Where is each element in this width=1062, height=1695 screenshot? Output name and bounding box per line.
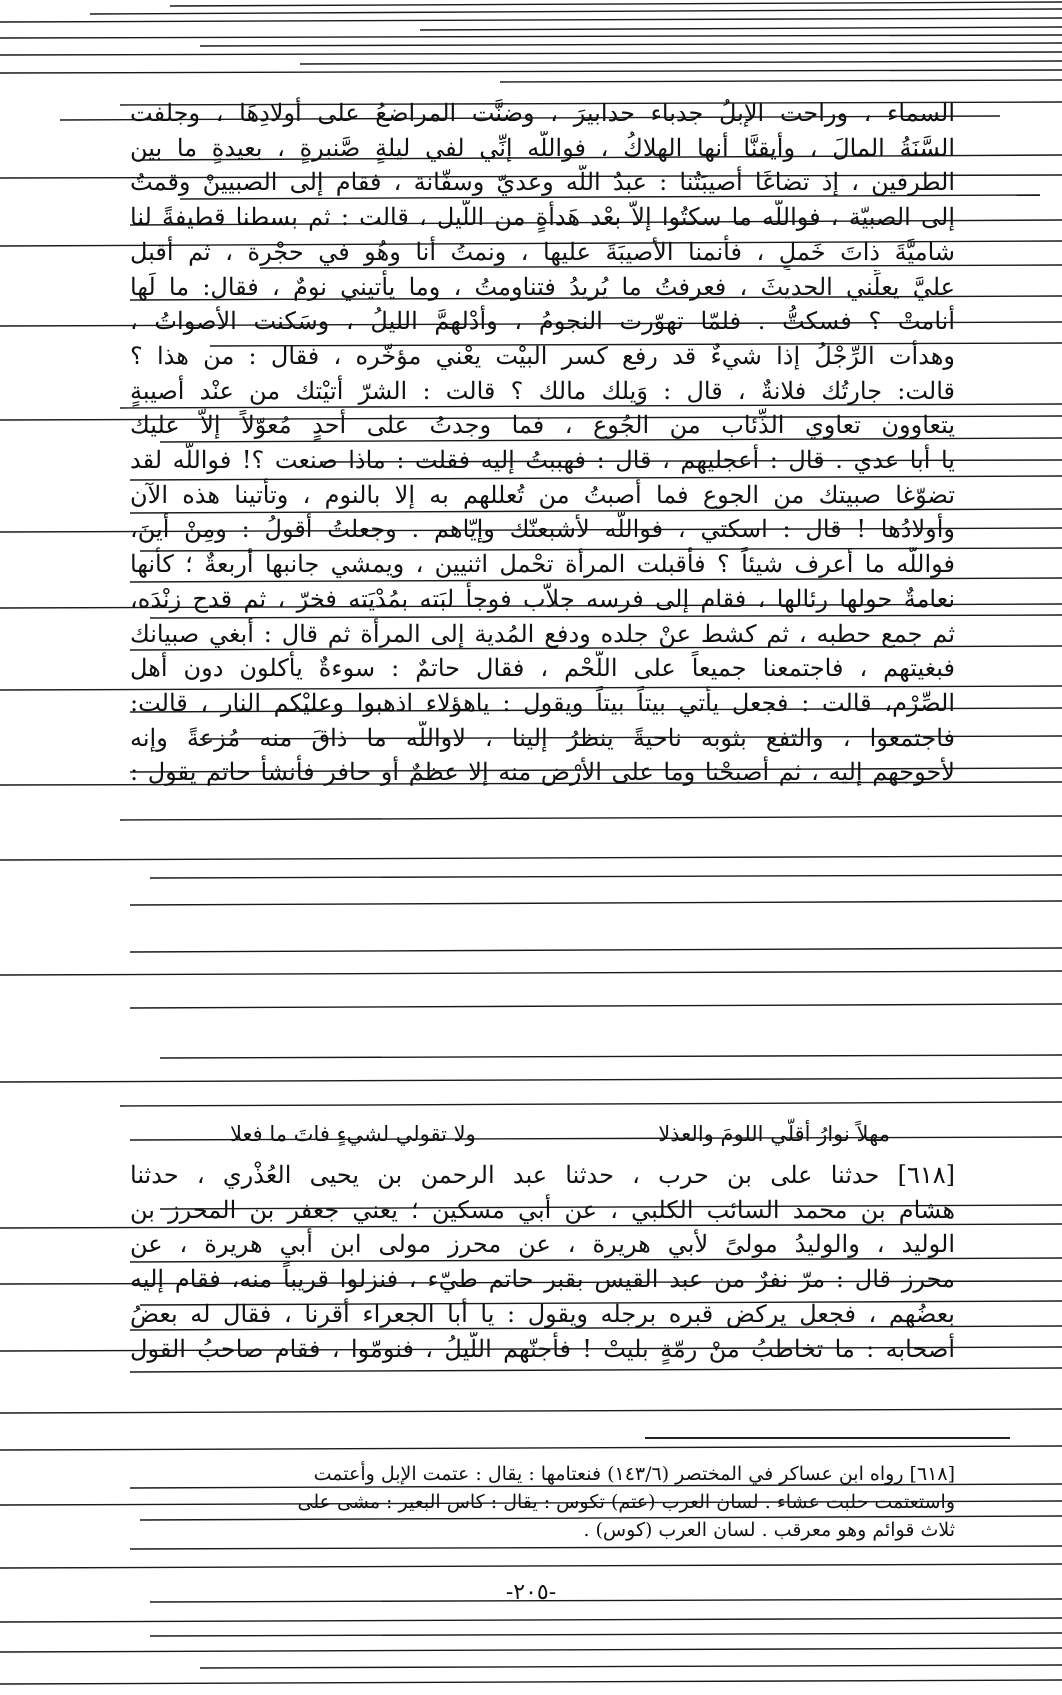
text-line: لأحوجهم إليه ، ثم أصبحْنا وما على الأرْض منه إلا عظمٌ أو حافر فأنشأ حاتم يقول :	[130, 758, 955, 787]
text-line: أنامتْ ؟ فسكتُّ . فلمّا تهوّرت النجومُ ، وأدْلهمَّ الليلُ ، وسَكنت الأصواتُ ،	[130, 307, 955, 336]
text-line: فاجتمعوا ، والتفع بثوبه ناحيةً ينظرُ إلينا ، لاواللّه ما ذاقَ منه مُزعةً وإنه	[130, 723, 955, 752]
text-line: إلى الصبيّة ، فواللّه ما سكتُوا إلاّ بعْد هَدأةٍ من اللّيل ، قالت : ثم بسطنا قطيفةً لنا	[130, 203, 955, 232]
text-line: الصِّرْم، قالت : فجعل يأتي بيتاً بيتاً ويقول : ياهؤلاء اذهبوا وعليْكم النار ، قالت:	[130, 688, 955, 717]
page-number: -٢٠٥-	[505, 1580, 557, 1605]
text-line: يا أبا عدي . قال : أعجليهم ، قال : فهببتُ إليه فقلت : ماذا صنعت ؟! فواللّه لقد	[130, 446, 955, 475]
text-line: هشام بن محمد السائب الكلبي ، عن أبي مسكين ؛ يعني جعفر بن المحرز بن	[130, 1195, 955, 1224]
text-line: وهدأت الرِّجْلُ إذا شيءٌ قد رفع كسر البيْت يعْني مؤخّره ، فقال : من هذا ؟	[130, 341, 955, 370]
text-line: يتعاوون تعاوي الذِّئاب من الجُوع ، فما وجدتُ على أحدٍ مُعوّلاً إلاّ عليك	[130, 411, 955, 440]
text-line: ثم جمع حطبه ، ثم كشط عنْ جلده ودفع المُدية إلى المرأة ثم قال : أبغي صبيانك	[130, 619, 955, 648]
main-text	[130, 96, 955, 790]
footnote-line: ثلاث قوائم وهو معرقب . لسان العرب (كوس) .	[583, 1519, 955, 1541]
text-line: محرز قال : مرّ نفرٌ من عبد القيس بقبر حاتم طيّء ، فنزلوا قريباً منه، فقام إليه	[130, 1265, 955, 1294]
footnote-line: [٦١٨] رواه ابن عساكر في المختصر (١٤٣/٦) فنعتامها : يقال : عتمت الإبل وأعتمت	[313, 1463, 955, 1485]
verse-hemistich-right: مهلاً نوارُ أقلّي اللومَ والعذلا	[658, 1122, 890, 1146]
footnote-divider	[645, 1437, 1010, 1439]
narration-text	[130, 1158, 955, 1366]
text-line: قالت: جارتُك فلانةٌ ، قال : وَيلك مالك ؟ قالت : الشرّ أتيْتك من عنْد أصيبةٍ	[130, 376, 955, 405]
footnote-line: واستعتمت حلبت عشاء . لسان العرب (عتم) تكوس : يقال : كاس البعير : مشى على	[297, 1491, 955, 1513]
text-line: الوليد ، والوليدُ مولىً لأبي هريرة ، عن محرز مولى ابن أبي هريرة ، عن	[130, 1230, 955, 1259]
text-line: شاميَّةَ ذاتَ خَملٍ ، فأنمنا الأصيبَةَ عليها ، ونمتُ أنا وهُو في حجْرة ، ثم أقبل	[130, 237, 955, 266]
text-line: نعامةٌ حولها رئالها ، فقام إلى فرسه جلاّب فوجأ لبَته بمُدْيَته فخرّ ، ثم قدح زنْدَه،	[130, 584, 955, 613]
text-line: وأولادُها ! قال : اسكتي ، فواللّه لأشبعنّك وإيّاهم . وجعلتُ أقولُ : ومِنْ أينَ،	[130, 515, 955, 544]
footnotes	[130, 1460, 955, 1544]
text-line: عليَّ يعلِّني الحديثَ ، فعرفتُ ما يُريدُ فتناومتُ ، وما يأتيني نومٌ ، فقال: ما لَها	[130, 272, 955, 301]
text-line: بعضُهم ، فجعل يركض قبره برجله ويقول : يا أبا الجعراء أقرنا ، فقال له بعضُ	[130, 1299, 955, 1328]
text-line: [٦١٨] حدثنا على بن حرب ، حدثنا عبد الرحمن بن يحيى العُذْري ، حدثنا	[130, 1161, 955, 1189]
text-line: أصحابه : ما تخاطبُ منْ رمّةٍ بليتْ ! فأجنّهم اللّيلُ ، فنومّوا ، فقام صاحبُ القول	[130, 1334, 955, 1363]
text-line: السماء ، وراحت الإبلُ جدباء حدابيرَ ، وضنَّت المراضعُ على أولادِهَا ، وجلفت	[130, 99, 955, 127]
text-line: فبغيتهم ، فاجتمعنا جميعاً على اللّحْم ، فقال حاتمٌ : سوءةٌ يأكلون دون أهل	[130, 654, 955, 683]
text-line: تضوّغا صبيتك من الجوع فما أصبتُ من تُعللهم به إلا بالنوم ، وتأتينا هذه الآن	[130, 480, 955, 509]
verse-hemistich-left: ولا تقولي لشيءٍ فاتَ ما فعلا	[230, 1122, 476, 1146]
poem-verse	[230, 1117, 890, 1151]
text-line: السَّنَةُ المالَ ، وأيقنَّا أنها الهلاكُ ، فواللّه إنِّي لفي ليلةٍ صَّنبرةٍ ، بعيدةٍ ما بين	[130, 133, 955, 162]
text-line: الطرفين ، إذ تضاغَا أصيبَتُنا : عبدُ اللّه وعديّ وسفّانة ، فقام إلى الصبيينْ وقمتُ	[130, 168, 955, 197]
text-line: فواللّه ما أعرف شيئاً ؟ فأقبلت المرأة تحْمل اثنيين ، ويمشي جانبها أربعةٌ ؛ كأنها	[130, 550, 955, 579]
